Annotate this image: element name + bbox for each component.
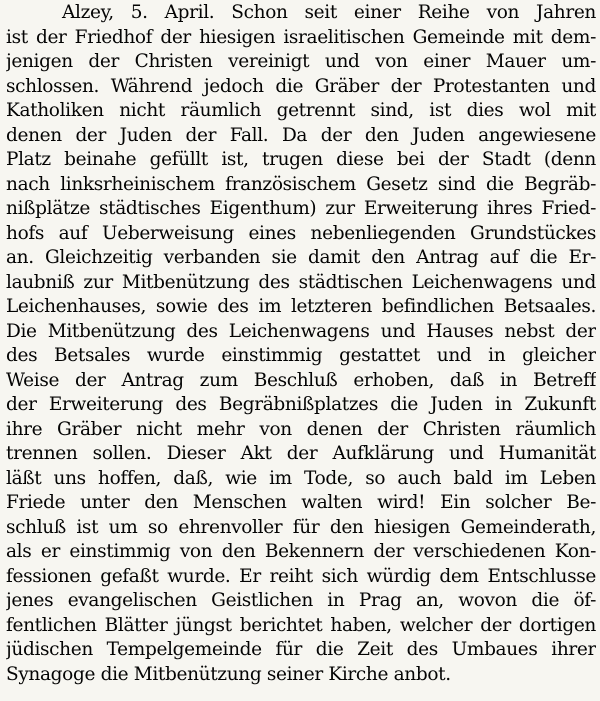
article-line: schluß ist um so ehrenvoller für den hiesigen Gemeinderath, — [6, 516, 596, 538]
article-line: Platz beinahe gefüllt ist, trugen diese bei der Stadt (denn — [6, 149, 596, 170]
article-line: Leichenhauses, sowie des im letzteren befindlichen Betsaales. — [6, 296, 596, 317]
article-line-text: Alzey, 5. April. Schon seit einer Reihe von Jahren — [62, 2, 596, 23]
article-line — [6, 1, 596, 26]
article-line: nißplätze städtisches Eigenthum) zur Erweiterung ihres Fried- — [6, 198, 596, 219]
article-line: ihre Gräber nicht mehr von denen der Christen räumlich — [6, 418, 596, 440]
article-line: hofs auf Ueberweisung eines nebenliegenden Grundstückes — [6, 222, 596, 244]
article-line: Synagoge die Mitbenützung seiner Kirche anbot. — [6, 663, 451, 685]
article-line: jüdischen Tempelgemeinde für die Zeit des Umbaues ihrer — [6, 639, 596, 660]
article-line: fentlichen Blätter jüngst berichtet haben, welcher der dortigen — [6, 614, 596, 636]
article-line: laubniß zur Mitbenützung des städtischen Leichenwagens und — [6, 271, 596, 293]
article-line: trennen sollen. Dieser Akt der Aufklärung und Humanität — [6, 443, 596, 464]
article-line: Weise der Antrag zum Beschluß erhoben, daß in Betreff — [6, 369, 596, 391]
article-line: an. Gleichzeitig verbanden sie damit den Antrag auf die Er- — [6, 247, 596, 268]
article-line: Katholiken nicht räumlich getrennt sind, ist dies wol mit — [6, 100, 596, 121]
article-line: des Betsales wurde einstimmig gestattet und in gleicher — [6, 345, 596, 366]
article-line: Die Mitbenützung des Leichenwagens und Hauses nebst der — [6, 320, 596, 342]
article-line: Friede unter den Menschen walten wird! Ein solcher Be- — [6, 492, 596, 513]
article-line: nach linksrheinischem französischem Gesetz sind die Begräb- — [6, 173, 596, 195]
article-line: fessionen gefaßt wurde. Er reiht sich würdig dem Entschlusse — [6, 565, 596, 587]
article-line: ist der Friedhof der hiesigen israelitischen Gemeinde mit dem- — [6, 26, 596, 48]
article-line: als er einstimmig von den Bekennern der verschiedenen Kon- — [6, 541, 596, 562]
article-line: schlossen. Während jedoch die Gräber der Protestanten und — [6, 75, 596, 97]
article-line: läßt uns hoffen, daß, wie im Tode, so auch bald im Leben — [6, 467, 596, 489]
article-line: denen der Juden der Fall. Da der den Juden angewiesene — [6, 124, 596, 146]
article-line: der Erweiterung des Begräbnißplatzes die Juden in Zukunft — [6, 394, 596, 415]
article-body — [6, 1, 596, 699]
article-line: jenes evangelischen Geistlichen in Prag an, wovon die öf- — [6, 590, 596, 611]
article-line: jenigen der Christen vereinigt und von einer Mauer um- — [6, 51, 596, 72]
